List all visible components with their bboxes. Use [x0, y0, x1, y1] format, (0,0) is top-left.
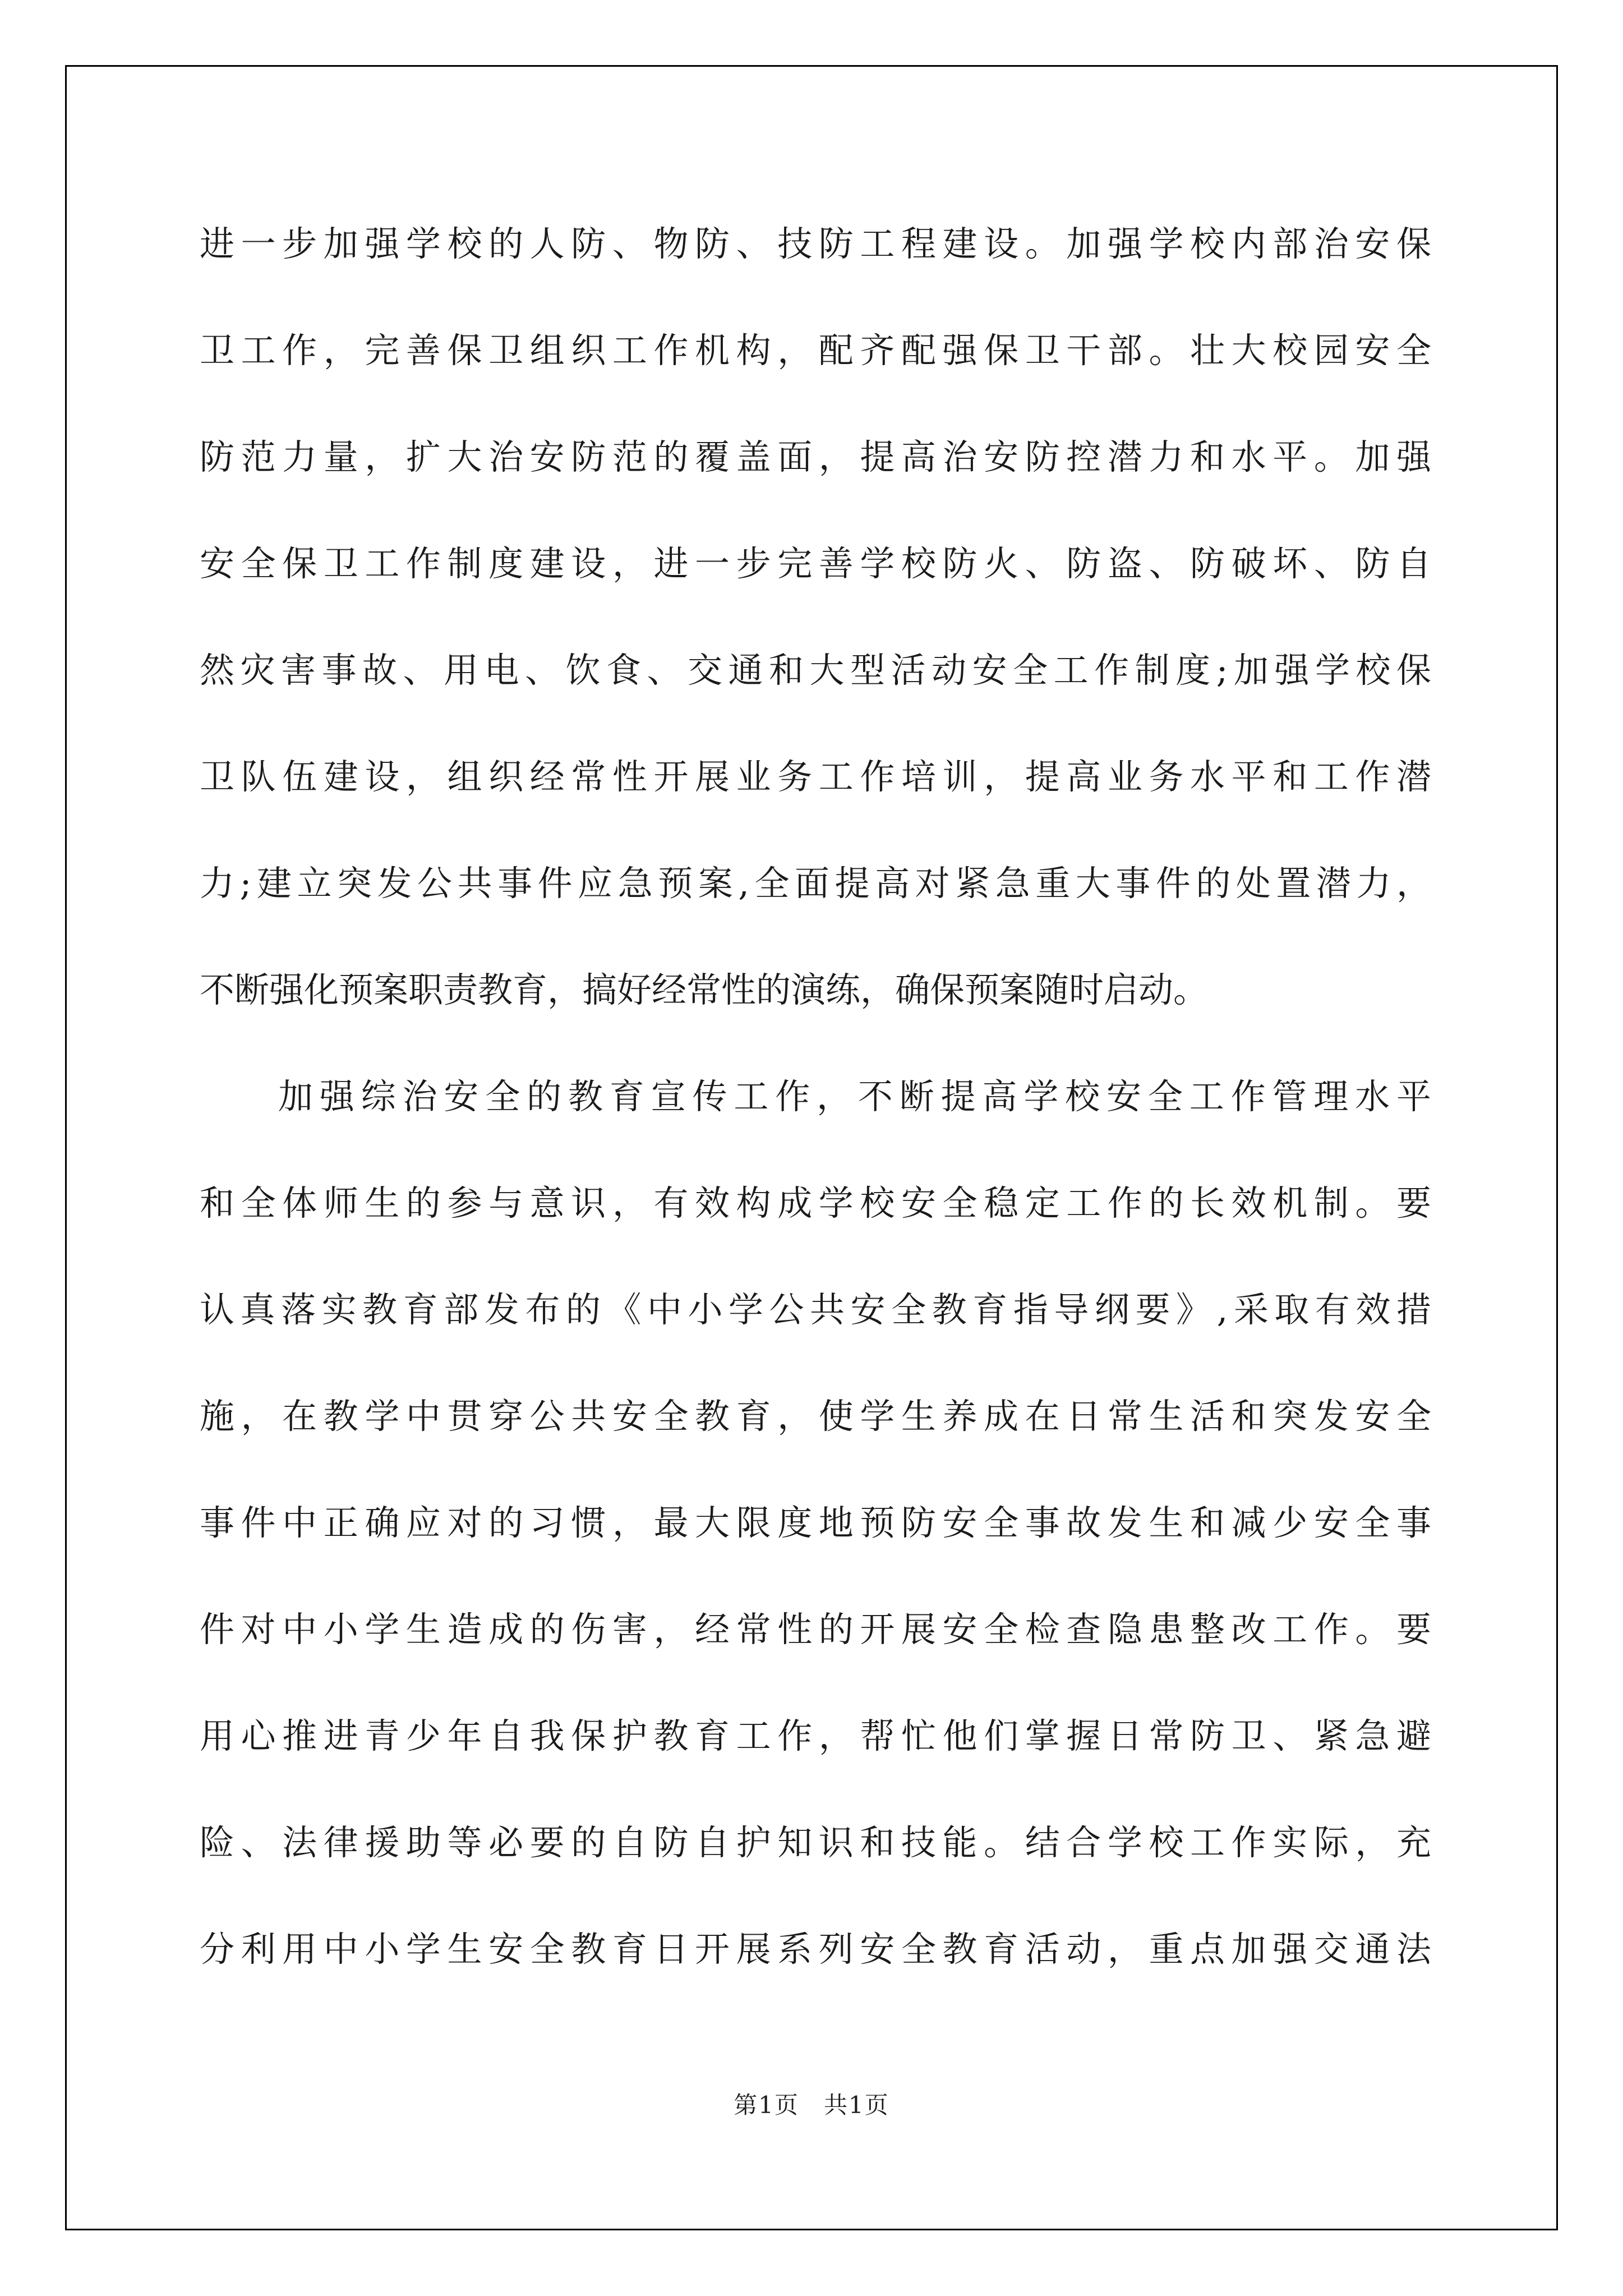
text-line: 用心推进青少年自我保护教育工作，帮忙他们掌握日常防卫、紧急避 [200, 1715, 1431, 1756]
text-line: 事件中正确应对的习惯，最大限度地预防安全事故发生和减少安全事 [200, 1502, 1431, 1543]
text-line: 安全保卫工作制度建设，进一步完善学校防火、防盗、防破坏、防自 [200, 543, 1431, 584]
text-line: 件对中小学生造成的伤害，经常性的开展安全检查隐患整改工作。要 [200, 1609, 1431, 1650]
document-body [200, 213, 1431, 2025]
text-line: 加强综治安全的教育宣传工作，不断提高学校安全工作管理水平 [278, 1076, 1431, 1117]
text-line: 卫工作，完善保卫组织工作机构，配齐配强保卫干部。壮大校园安全 [200, 330, 1431, 371]
text-line: 防范力量，扩大治安防范的覆盖面，提高治安防控潜力和水平。加强 [200, 436, 1431, 477]
text-line: 不断强化预案职责教育，搞好经常性的演练，确保预案随时启动。 [200, 969, 1209, 1010]
text-line: 力;建立突发公共事件应急预案,全面提高对紧急重大事件的处置潜力， [200, 863, 1431, 904]
text-line: 施，在教学中贯穿公共安全教育，使学生养成在日常生活和突发安全 [200, 1396, 1431, 1437]
text-line: 和全体师生的参与意识，有效构成学校安全稳定工作的长效机制。要 [200, 1182, 1431, 1223]
text-line: 进一步加强学校的人防、物防、技防工程建设。加强学校内部治安保 [200, 223, 1431, 264]
text-line: 认真落实教育部发布的《中小学公共安全教育指导纲要》,采取有效措 [200, 1289, 1431, 1330]
text-line: 分利用中小学生安全教育日开展系列安全教育活动，重点加强交通法 [200, 1929, 1431, 1970]
text-line: 然灾害事故、用电、饮食、交通和大型活动安全工作制度;加强学校保 [200, 650, 1431, 691]
paragraph-1 [200, 213, 1431, 1066]
text-line: 险、法律援助等必要的自防自护知识和技能。结合学校工作实际，充 [200, 1822, 1431, 1863]
text-line: 卫队伍建设，组织经常性开展业务工作培训，提高业务水平和工作潜 [200, 756, 1431, 797]
page-number-footer: 第1页 共1页 [734, 2091, 889, 2119]
paragraph-2 [200, 1066, 1431, 2025]
